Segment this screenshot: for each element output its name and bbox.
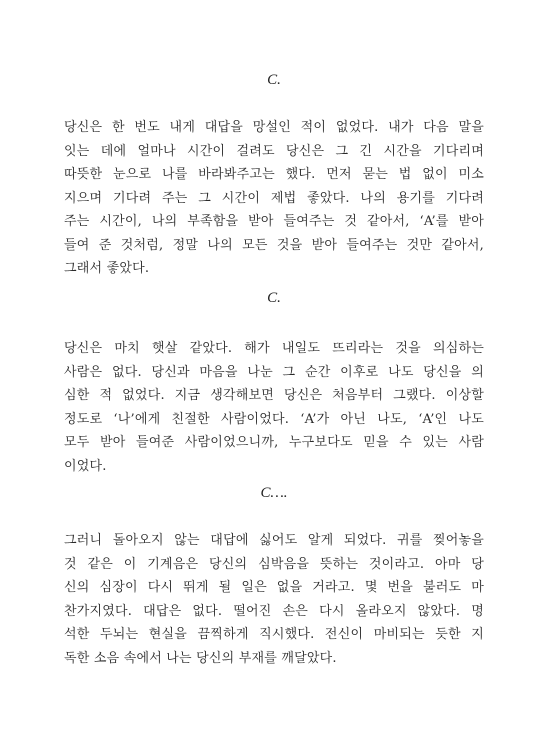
section-3-line: 찬가지였다. 대답은 없다. 떨어진 손은 다시 올라오지 않았다. 명 — [64, 603, 484, 619]
section-1-line: 당신은 한 번도 내게 대답을 망설인 적이 없었다. 내가 다음 말을 — [64, 120, 484, 135]
section-2-line: 심한 적 없었다. 지금 생각해보면 당신은 처음부터 그랬다. 이상할 — [64, 388, 484, 403]
section-2-line: 이었다. — [64, 458, 107, 474]
section-2-line: 모두 받아 들여준 사람이었으니까, 누구보다도 믿을 수 있는 사람 — [64, 435, 484, 450]
section-1-paragraph — [64, 116, 484, 281]
section-2-line: 사람은 없다. 당신과 마음을 나눈 그 순간 이후로 나도 당신을 의 — [64, 364, 484, 380]
section-1-heading: C. — [267, 72, 281, 88]
section-3-line: 독한 소음 속에서 나는 당신의 부재를 깨달았다. — [64, 650, 337, 666]
section-2-heading: C. — [267, 290, 281, 306]
section-3-line: 그러니 돌아오지 않는 대답에 싫어도 알게 되었다. 귀를 찢어놓을 — [64, 533, 484, 548]
section-3-heading: C…. — [260, 485, 288, 501]
section-3-line: 신의 심장이 다시 뛰게 될 일은 없을 거라고. 몇 번을 불러도 마 — [64, 580, 484, 595]
section-1-line: 들여 준 것처럼, 정말 나의 모든 것을 받아 들여주는 것만 같아서, — [64, 237, 484, 253]
section-1-line: 잇는 데에 얼마나 시간이 걸려도 당신은 그 긴 시간을 기다리며 — [64, 143, 484, 159]
section-1-line: 그래서 좋았다. — [64, 261, 150, 276]
section-3-paragraph — [64, 529, 484, 670]
section-1-line: 따뜻한 눈으로 나를 바라봐주고는 했다. 먼저 묻는 법 없이 미소 — [64, 167, 484, 182]
section-3-line: 석한 두뇌는 현실을 끔찍하게 직시했다. 전신이 마비되는 듯한 지 — [64, 627, 484, 642]
section-3-line: 것 같은 이 기계음은 당신의 심박음을 뜻하는 것이라고. 아마 당 — [64, 556, 484, 572]
section-2-line: 정도로 ‘나’에게 친절한 사람이었다. ‘A’가 아닌 나도, ‘A’인 나도 — [64, 411, 484, 427]
section-2-line: 당신은 마치 햇살 같았다. 해가 내일도 뜨리라는 것을 의심하는 — [64, 341, 484, 356]
section-1-line: 지으며 기다려 주는 그 시간이 제법 좋았다. 나의 용기를 기다려 — [64, 190, 484, 206]
section-1-line: 주는 시간이, 나의 부족함을 받아 들여주는 것 같아서, ‘A’를 받아 — [64, 214, 484, 229]
section-2-paragraph — [64, 337, 484, 478]
